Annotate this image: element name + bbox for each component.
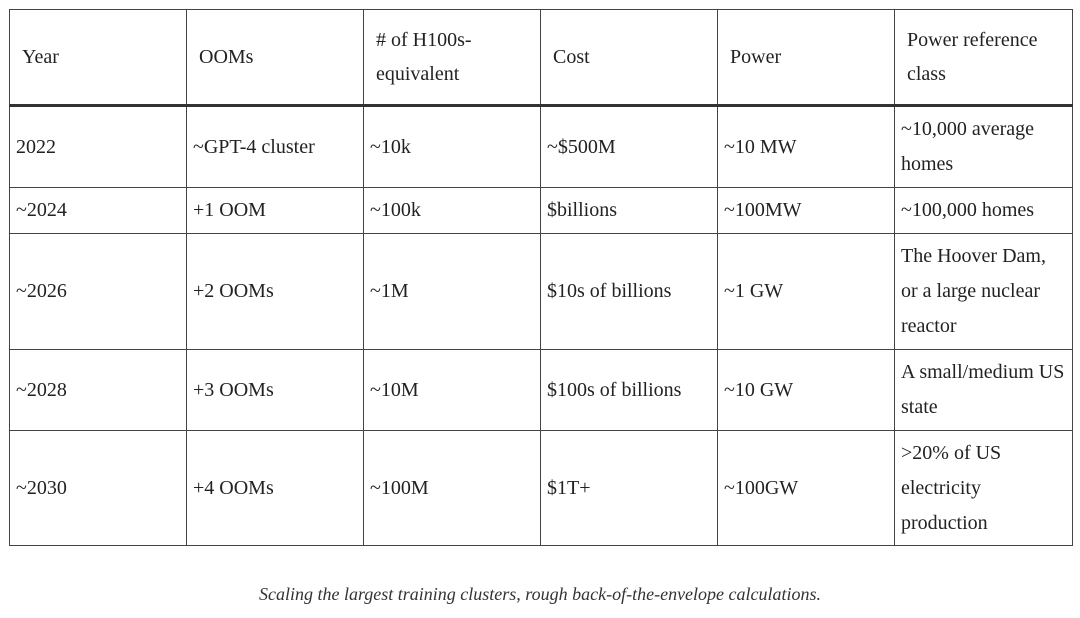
table-row bbox=[10, 234, 1073, 350]
table-row bbox=[10, 106, 1073, 188]
cell-power-reference: >20% of US electricity production bbox=[895, 431, 1073, 546]
cell-cost: ~$500M bbox=[541, 106, 718, 188]
cell-h100s: ~10M bbox=[364, 350, 541, 431]
header-row bbox=[10, 10, 1073, 106]
header-cost: Cost bbox=[541, 10, 718, 106]
header-h100s: # of H100s-equivalent bbox=[364, 10, 541, 106]
cell-h100s: ~1M bbox=[364, 234, 541, 350]
cell-cost: $100s of billions bbox=[541, 350, 718, 431]
cell-year: ~2026 bbox=[10, 234, 187, 350]
cell-power-reference: The Hoover Dam, or a large nuclear reactor bbox=[895, 234, 1073, 350]
table-row bbox=[10, 431, 1073, 546]
cell-cost: $10s of billions bbox=[541, 234, 718, 350]
cell-power: ~1 GW bbox=[718, 234, 895, 350]
cell-ooms: +3 OOMs bbox=[187, 350, 364, 431]
cell-year: ~2024 bbox=[10, 188, 187, 234]
cell-year: ~2030 bbox=[10, 431, 187, 546]
header-year: Year bbox=[10, 10, 187, 106]
cell-ooms: +2 OOMs bbox=[187, 234, 364, 350]
cell-h100s: ~100M bbox=[364, 431, 541, 546]
cell-power-reference: A small/medium US state bbox=[895, 350, 1073, 431]
table-row bbox=[10, 350, 1073, 431]
cell-power-reference: ~100,000 homes bbox=[895, 188, 1073, 234]
cell-power: ~100GW bbox=[718, 431, 895, 546]
cell-h100s: ~100k bbox=[364, 188, 541, 234]
header-power-reference: Power reference class bbox=[895, 10, 1073, 106]
cell-year: 2022 bbox=[10, 106, 187, 188]
cell-power-reference: ~10,000 average homes bbox=[895, 106, 1073, 188]
cell-ooms: ~GPT-4 cluster bbox=[187, 106, 364, 188]
table-row bbox=[10, 188, 1073, 234]
table-caption: Scaling the largest training clusters, rough back-of-the-envelope calculations. bbox=[258, 584, 822, 604]
cell-cost: $1T+ bbox=[541, 431, 718, 546]
header-power: Power bbox=[718, 10, 895, 106]
cell-h100s: ~10k bbox=[364, 106, 541, 188]
cell-power: ~10 MW bbox=[718, 106, 895, 188]
cell-ooms: +4 OOMs bbox=[187, 431, 364, 546]
scaling-table bbox=[9, 9, 1073, 546]
cell-power: ~10 GW bbox=[718, 350, 895, 431]
cell-ooms: +1 OOM bbox=[187, 188, 364, 234]
header-ooms: OOMs bbox=[187, 10, 364, 106]
cell-cost: $billions bbox=[541, 188, 718, 234]
cell-year: ~2028 bbox=[10, 350, 187, 431]
cell-power: ~100MW bbox=[718, 188, 895, 234]
